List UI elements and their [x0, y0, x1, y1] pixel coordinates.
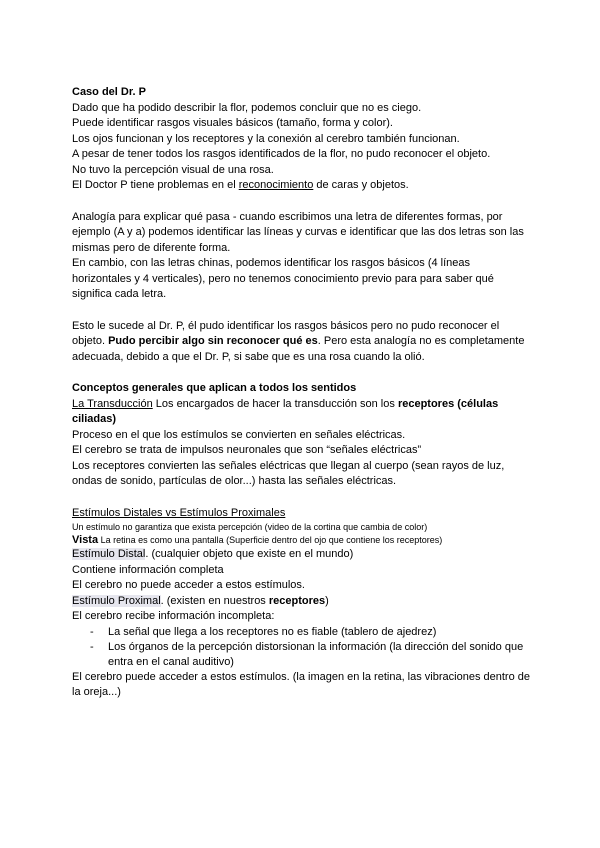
transduccion-line: [72, 397, 532, 428]
final-paragraph: El cerebro puede acceder a estos estímulos. (la imagen en la retina, las vibraciones dentro de la oreja...): [72, 670, 530, 698]
text-line: A pesar de tener todos los rasgos identificados de la flor, no pudo reconocer el objeto.: [72, 148, 491, 160]
bold-term: receptores (células ciliadas): [72, 397, 499, 425]
proximal-line: [72, 594, 532, 610]
text-line: Proceso en el que los estímulos se convierten en señales eléctricas.: [72, 428, 406, 441]
text-line: El cerebro recibe información incompleta:: [72, 610, 275, 622]
text-line: Los ojos funcionan y los receptores y la conexión al cerebro también funcionan.: [72, 132, 460, 145]
analogy-paragraph-2: En cambio, con las letras chinas, podemos identificar los rasgos básicos (4 líneas horizontales y 4 verticales), pero no tenemos conocimiento previo para para saber qué significa cada letra.: [72, 257, 494, 300]
dash-bullet: -: [90, 625, 94, 638]
note-line: Un estímulo no garantiza que exista percepción (video de la cortina que cambia de color): [72, 522, 428, 532]
text-line: Dado que ha podido describir la flor, podemos concluir que no es ciego.: [72, 101, 422, 114]
dash-list: [72, 625, 532, 670]
text-fragment: . (cualquier objeto que existe en el mundo): [145, 548, 354, 560]
underlined-term: La Transducción: [72, 397, 153, 410]
vista-label: Vista: [72, 534, 99, 546]
underlined-term: reconocimiento: [238, 179, 314, 191]
list-item: [72, 625, 532, 640]
list-item-text: Los órganos de la percepción distorsionan la información (la dirección del sonido que entra en el canal auditivo): [108, 640, 524, 668]
bold-term: receptores: [268, 594, 326, 607]
document-page: [72, 85, 532, 701]
text-fragment: Esto le sucede al Dr. P, él pudo identificar los rasgos básicos pero no pudo reconocer el objeto.: [72, 319, 500, 347]
text-line: No tuvo la percepción visual de una rosa.: [72, 163, 274, 176]
section-title-estimulos: Estímulos Distales vs Estímulos Proximales: [72, 506, 286, 519]
text-line: El cerebro se trata de impulsos neuronales que son “señales eléctricas”: [72, 444, 422, 456]
text-fragment: . (existen en nuestros: [160, 594, 269, 607]
section-title-caso: Caso del Dr. P: [72, 86, 146, 98]
drp-paragraph: [72, 319, 532, 366]
text-line: Contiene información completa: [72, 563, 224, 576]
list-item: [72, 640, 532, 670]
section-title-conceptos: Conceptos generales que aplican a todos los sentidos: [72, 382, 357, 394]
bold-statement: Pudo percibir algo sin reconocer qué es: [108, 335, 318, 347]
text-fragment: El Doctor P tiene problemas en el: [72, 179, 239, 191]
text-line: Puede identificar rasgos visuales básicos (tamaño, forma y color).: [72, 117, 393, 129]
highlighted-term: Estímulo Proximal: [72, 594, 161, 607]
text-line: [72, 178, 532, 194]
dash-bullet: -: [90, 640, 94, 653]
receptores-paragraph: Los receptores convierten las señales eléctricas que llegan al cuerpo (sean rayos de luz, ondas de sonido, partículas de olor...) hasta las señales eléctricas.: [72, 459, 505, 487]
distal-line: [72, 547, 532, 563]
vista-line: [72, 534, 532, 547]
text-fragment: Los encargados de hacer la transducción son los: [152, 397, 398, 410]
text-fragment: ): [325, 594, 329, 607]
text-fragment: La retina es como una pantalla (Superficie dentro del ojo que contiene los receptores): [98, 535, 443, 545]
highlighted-term: Estímulo Distal: [72, 548, 146, 560]
text-fragment: de caras y objetos.: [313, 179, 409, 191]
text-line: El cerebro no puede acceder a estos estímulos.: [72, 579, 305, 591]
analogy-paragraph: Analogía para explicar qué pasa - cuando escribimos una letra de diferentes formas, por ejemplo (A y a) podemos identificar las líneas y curvas e identificar que las dos letras son las mismas pero de diferente forma.: [72, 210, 524, 254]
list-item-text: La señal que llega a los receptores no es fiable (tablero de ajedrez): [108, 625, 437, 638]
text-fragment: . Pero esta analogía no es completamente adecuada, debido a que el Dr. P, si sabe que es una rosa cuando la olió.: [72, 335, 525, 363]
